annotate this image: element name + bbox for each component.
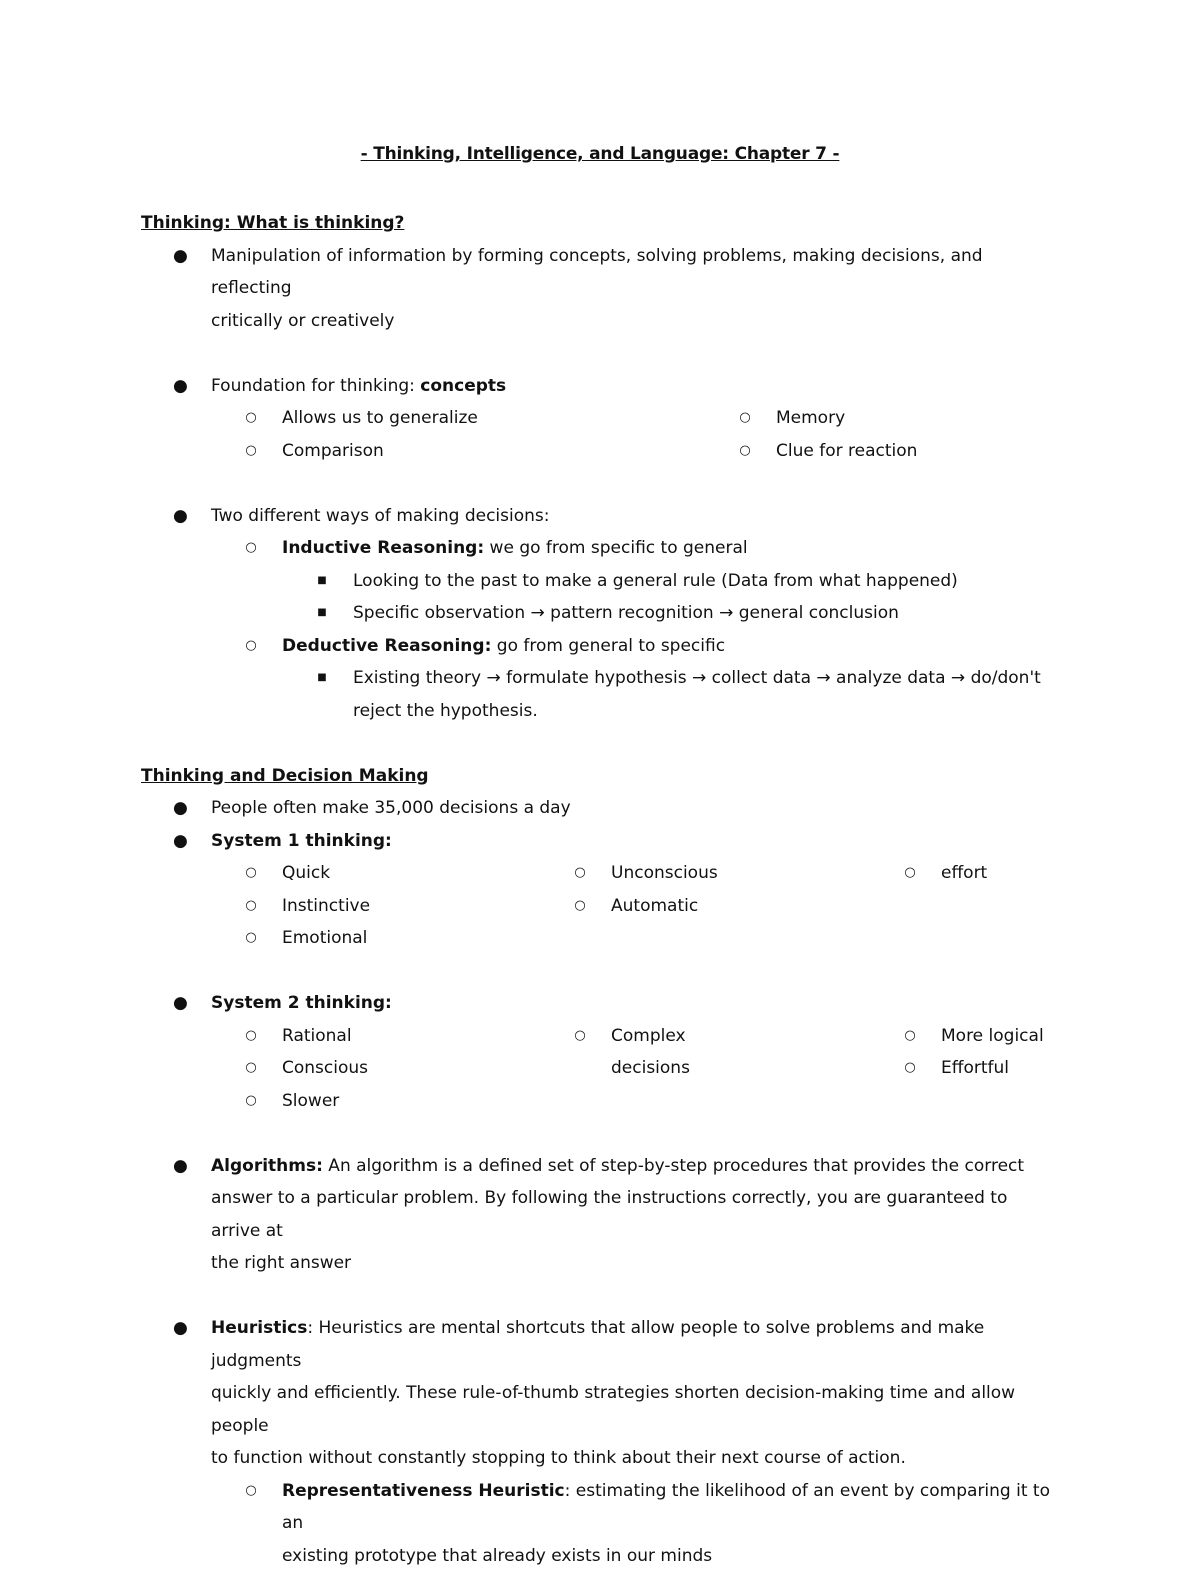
bullet-disc-icon: ●	[173, 792, 187, 825]
list-item: ● Foundation for thinking: concepts	[141, 370, 1061, 403]
list-item: ○ Allows us to generalize	[141, 402, 621, 435]
list-item: ● Two different ways of making decisions:	[141, 500, 1061, 533]
list-item: ● Heuristics: Heuristics are mental shortcuts that allow people to solve problems and make judgments	[141, 1312, 1061, 1377]
bullet-circle-icon: ○	[903, 1052, 917, 1085]
list-item: ○ Quick	[141, 857, 471, 890]
list-item: ● People often make 35,000 decisions a day	[141, 792, 1061, 825]
bullet-circle-icon: ○	[244, 1475, 258, 1508]
bullet-square-icon: ■	[315, 662, 329, 695]
list-item-continuation: decisions	[470, 1052, 800, 1085]
list-item-continuation: existing prototype that already exists in our minds	[141, 1540, 1061, 1572]
list-item-continuation: to function without constantly stopping to think about their next course of action.	[141, 1442, 1061, 1475]
page-title: - Thinking, Intelligence, and Language: Chapter 7 -	[0, 144, 1200, 164]
concepts-columns	[141, 402, 1061, 467]
list-item-continuation: critically or creatively	[141, 305, 1061, 338]
list-item: ○ Effortful	[800, 1052, 1060, 1085]
bullet-circle-icon: ○	[738, 402, 752, 435]
list-item: ○ Rational	[141, 1020, 471, 1053]
list-item: ■ Specific observation → pattern recognition → general conclusion	[141, 597, 1061, 630]
list-item: ○ Instinctive	[141, 890, 471, 923]
bullet-disc-icon: ●	[173, 987, 187, 1020]
list-item: ○ Deductive Reasoning: go from general to specific	[141, 630, 1061, 663]
list-item: ○ Clue for reaction	[635, 435, 1055, 468]
list-item: ○ effort	[800, 857, 1060, 890]
list-item: ○ More logical	[800, 1020, 1060, 1053]
bullet-circle-icon: ○	[244, 1085, 258, 1118]
bullet-circle-icon: ○	[244, 402, 258, 435]
list-item: ○ Emotional	[141, 922, 471, 955]
list-item: ○ Conscious	[141, 1052, 471, 1085]
list-item: ● Algorithms: An algorithm is a defined set of step-by-step procedures that provides the correct	[141, 1150, 1061, 1183]
bullet-circle-icon: ○	[244, 435, 258, 468]
system1-columns	[141, 857, 1061, 955]
list-item: ○ Inductive Reasoning: we go from specific to general	[141, 532, 1061, 565]
bullet-square-icon: ■	[315, 597, 329, 630]
bullet-circle-icon: ○	[738, 435, 752, 468]
bullet-circle-icon: ○	[244, 630, 258, 663]
bullet-circle-icon: ○	[573, 1020, 587, 1053]
list-item: ● Manipulation of information by forming concepts, solving problems, making decisions, and reflecting	[141, 240, 1061, 305]
section-heading-thinking: Thinking: What is thinking?	[141, 207, 1061, 240]
bullet-circle-icon: ○	[244, 922, 258, 955]
bullet-circle-icon: ○	[244, 532, 258, 565]
bullet-disc-icon: ●	[173, 1312, 187, 1345]
bullet-circle-icon: ○	[573, 890, 587, 923]
list-item-continuation: quickly and efficiently. These rule-of-thumb strategies shorten decision-making time and allow people	[141, 1377, 1061, 1442]
list-item: ○ Automatic	[470, 890, 800, 923]
document-body	[141, 207, 1061, 1572]
list-item: ○ Memory	[635, 402, 1055, 435]
system2-columns	[141, 1020, 1061, 1118]
list-item: ■ Looking to the past to make a general rule (Data from what happened)	[141, 565, 1061, 598]
list-item: ○ Slower	[141, 1085, 471, 1118]
list-item: ● System 1 thinking:	[141, 825, 1061, 858]
bullet-circle-icon: ○	[903, 1020, 917, 1053]
list-item: ○ Unconscious	[470, 857, 800, 890]
list-item-continuation: the right answer	[141, 1247, 1061, 1280]
bullet-circle-icon: ○	[573, 857, 587, 890]
bullet-circle-icon: ○	[903, 857, 917, 890]
bullet-disc-icon: ●	[173, 500, 187, 533]
list-item-continuation: reject the hypothesis.	[141, 695, 1061, 728]
bullet-circle-icon: ○	[244, 857, 258, 890]
list-item: ○ Comparison	[141, 435, 621, 468]
bullet-circle-icon: ○	[244, 1052, 258, 1085]
bullet-disc-icon: ●	[173, 240, 187, 273]
list-item: ○ Complex	[470, 1020, 800, 1053]
list-item: ● System 2 thinking:	[141, 987, 1061, 1020]
bullet-square-icon: ■	[315, 565, 329, 598]
list-item: ○ Representativeness Heuristic: estimating the likelihood of an event by comparing it to an	[141, 1475, 1061, 1540]
bullet-disc-icon: ●	[173, 1150, 187, 1183]
list-item-continuation: answer to a particular problem. By following the instructions correctly, you are guaranteed to arrive at	[141, 1182, 1061, 1247]
section-heading-decision-making: Thinking and Decision Making	[141, 760, 1061, 793]
bullet-disc-icon: ●	[173, 825, 187, 858]
bullet-circle-icon: ○	[244, 890, 258, 923]
bullet-disc-icon: ●	[173, 370, 187, 403]
bullet-circle-icon: ○	[244, 1020, 258, 1053]
list-item: ■ Existing theory → formulate hypothesis → collect data → analyze data → do/don't	[141, 662, 1061, 695]
